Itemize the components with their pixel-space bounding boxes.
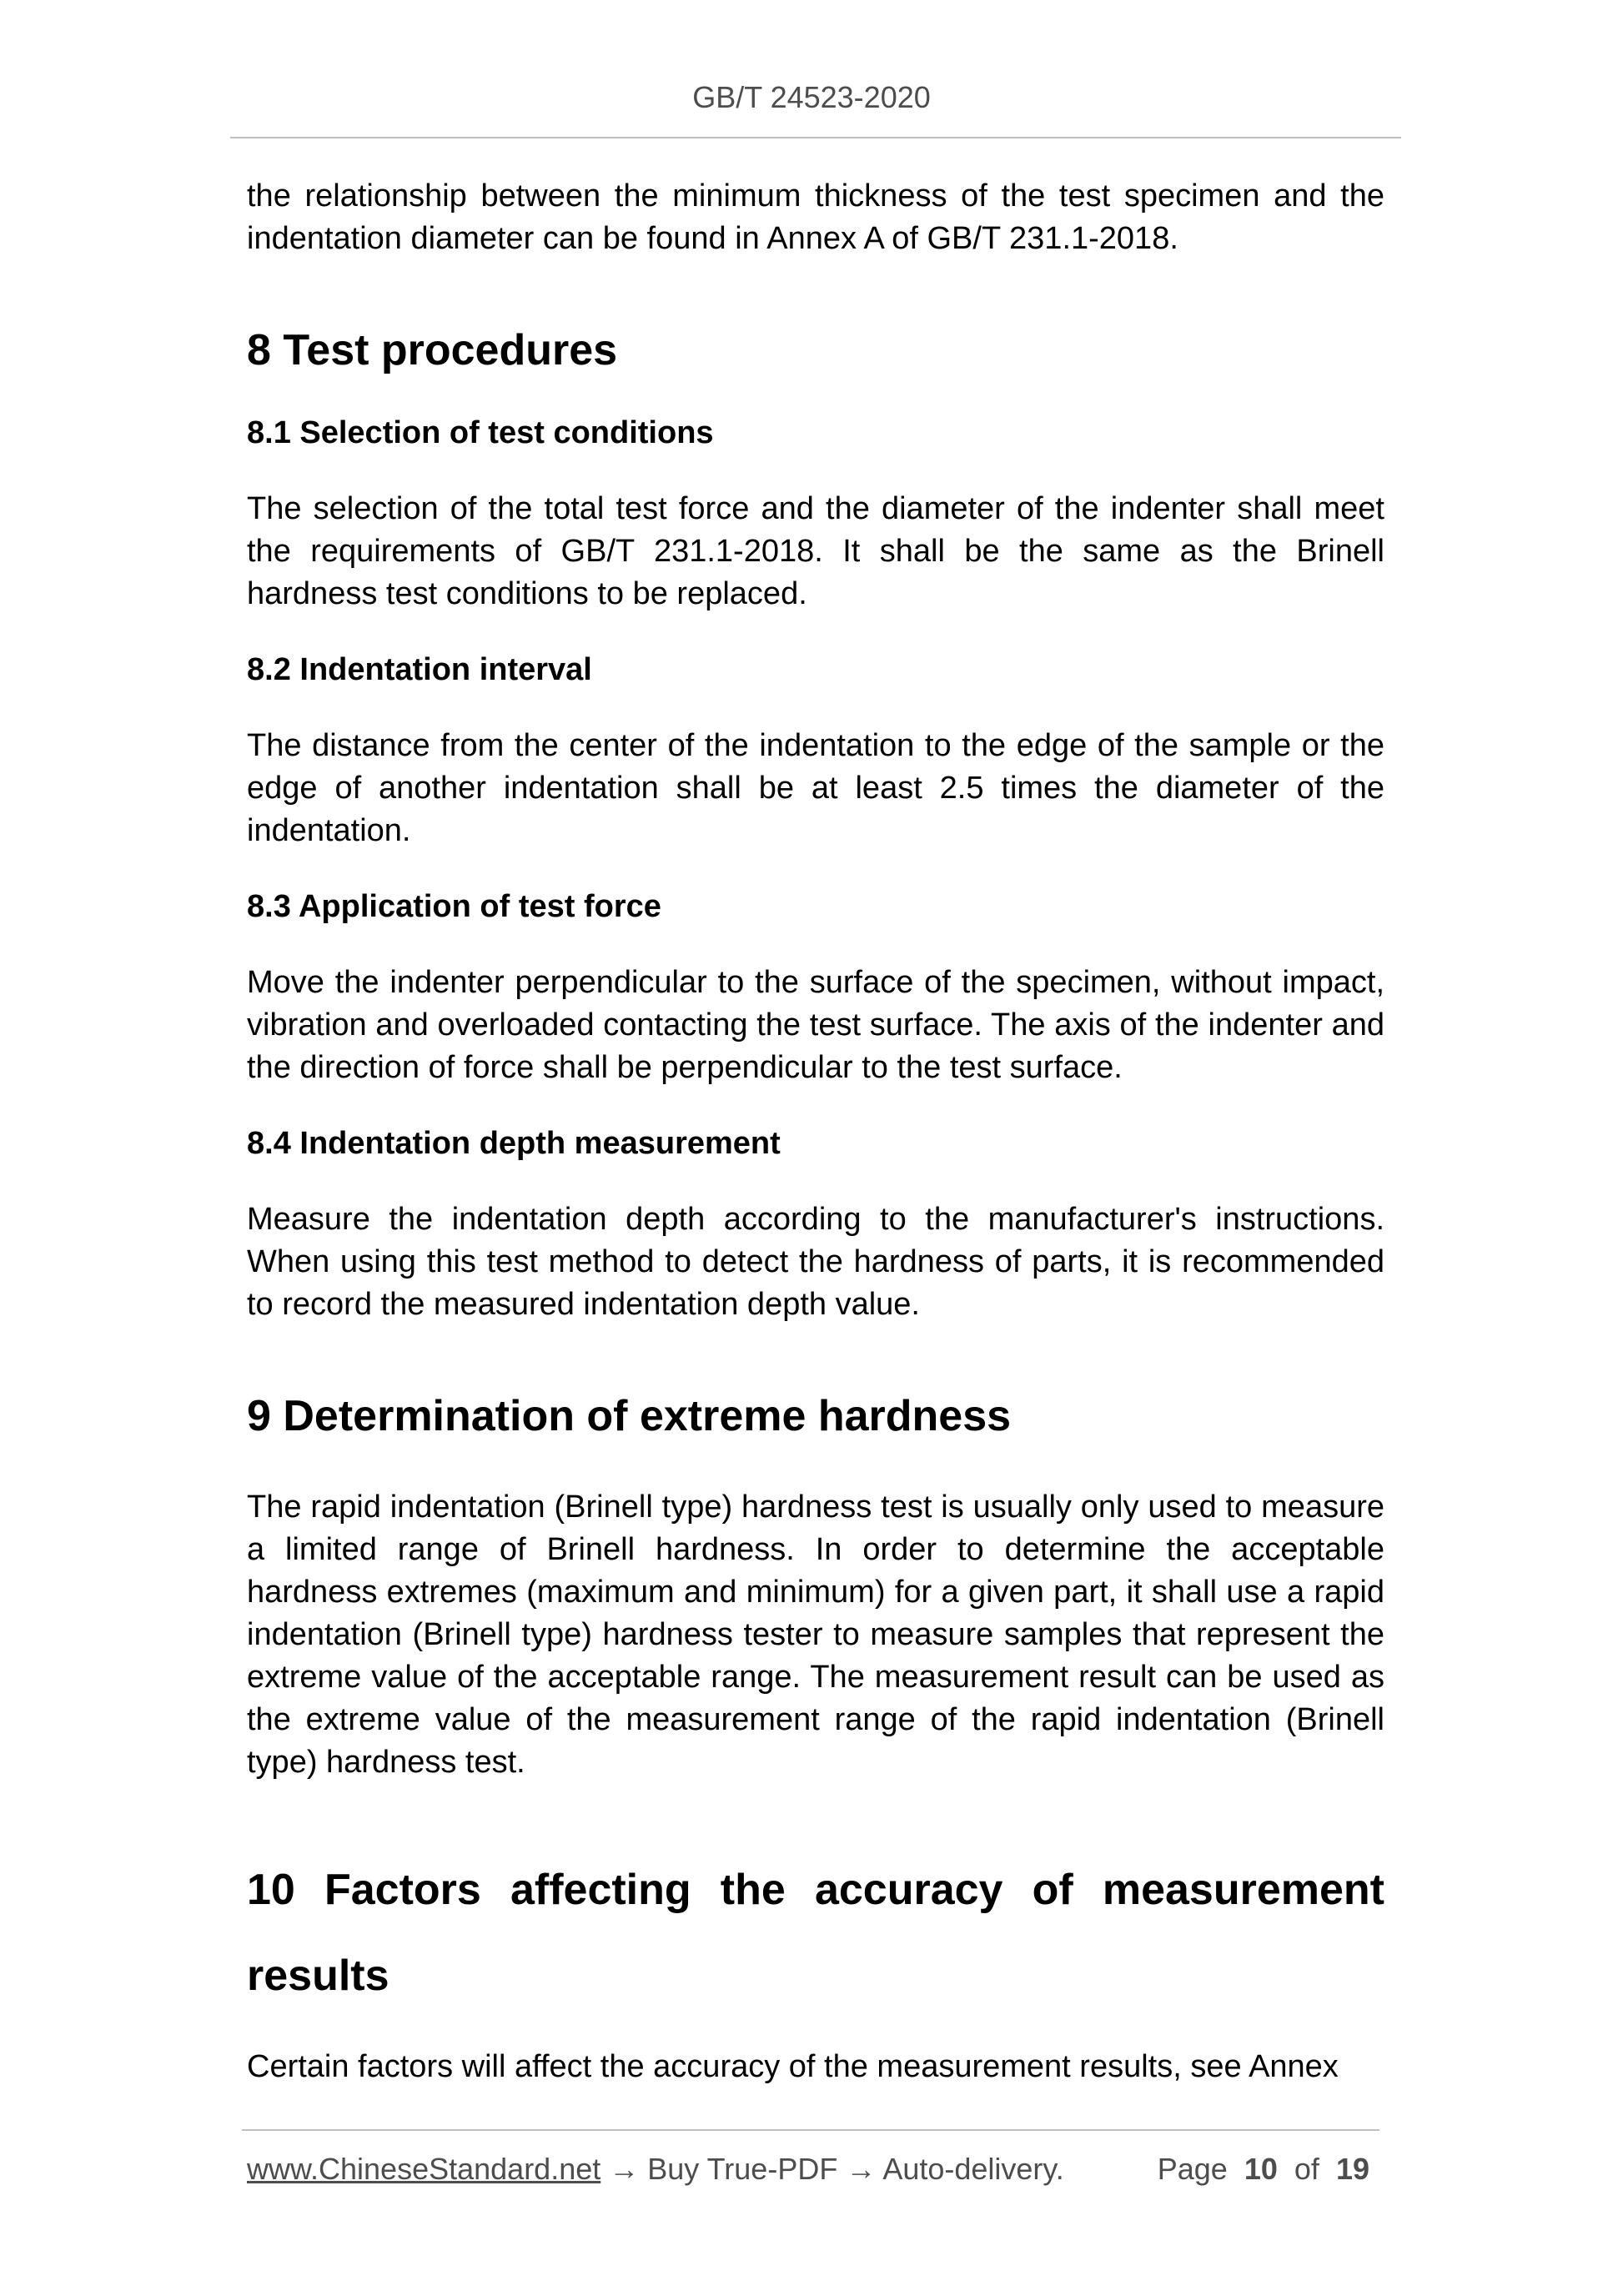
- section-8-1-heading: 8.1 Selection of test conditions: [247, 415, 714, 450]
- header-divider: [230, 137, 1401, 138]
- section-8-4-heading: 8.4 Indentation depth measurement: [247, 1126, 781, 1161]
- section-8-4-text: Measure the indentation depth according to the manufacturer's instructions. When using this test method to detect the hardness of parts, it is recommended to record the measured indentation depth value.: [247, 1202, 1384, 1322]
- intro-paragraph: the relationship between the minimum thickness of the test specimen and the indentation diameter can be found in Annex A of GB/T 231.1-2018.: [247, 178, 1384, 256]
- footer-promo: [247, 2152, 1064, 2187]
- section-10-text: Certain factors will affect the accuracy of the measurement results, see Annex: [247, 2049, 1339, 2084]
- section-8-2-heading: 8.2 Indentation interval: [247, 652, 592, 687]
- section-10-heading: 10 Factors affecting the accuracy of measurement results: [247, 1866, 1384, 2000]
- running-header: GB/T 24523-2020: [692, 80, 931, 114]
- of-label: of: [1294, 2152, 1319, 2186]
- section-8-3-text: Move the indenter perpendicular to the surface of the specimen, without impact, vibration and overloaded contacting the test surface. The axis of the indenter and the direction of force shall be perpendicular to the test surface.: [247, 965, 1384, 1085]
- section-8-3-heading: 8.3 Application of test force: [247, 889, 661, 924]
- page-number: [1158, 2152, 1369, 2187]
- page-content: [247, 175, 1384, 2088]
- footer-tagline: → Buy True-PDF → Auto-delivery.: [600, 2152, 1064, 2186]
- page-label: Page: [1157, 2152, 1228, 2186]
- section-8-heading: 8 Test procedures: [247, 326, 618, 374]
- section-9-heading: 9 Determination of extreme hardness: [247, 1392, 1012, 1440]
- section-8-1-text: The selection of the total test force and the diameter of the indenter shall meet the requirements of GB/T 231.1-2018. It shall be the same as the Brinell hardness test conditions to be replaced.: [247, 491, 1384, 611]
- page-current: 10: [1244, 2152, 1278, 2186]
- section-8-2-text: The distance from the center of the indentation to the edge of the sample or the edge of another indentation shall be at least 2.5 times the diameter of the indentation.: [247, 728, 1384, 848]
- website-link[interactable]: www.ChineseStandard.net: [247, 2152, 601, 2186]
- page-total: 19: [1335, 2152, 1369, 2186]
- section-9-text: The rapid indentation (Brinell type) hardness test is usually only used to measure a limited range of Brinell hardness. In order to determine the acceptable hardness extremes (maximum and minimum) for a given part, it shall use a rapid indentation (Brinell type) hardness tester to measure samples that represent the extreme value of the acceptable range. The measurement result can be used as the extreme value of the measurement range of the rapid indentation (Brinell type) hardness test.: [247, 1490, 1384, 1780]
- footer-divider: [242, 2129, 1379, 2131]
